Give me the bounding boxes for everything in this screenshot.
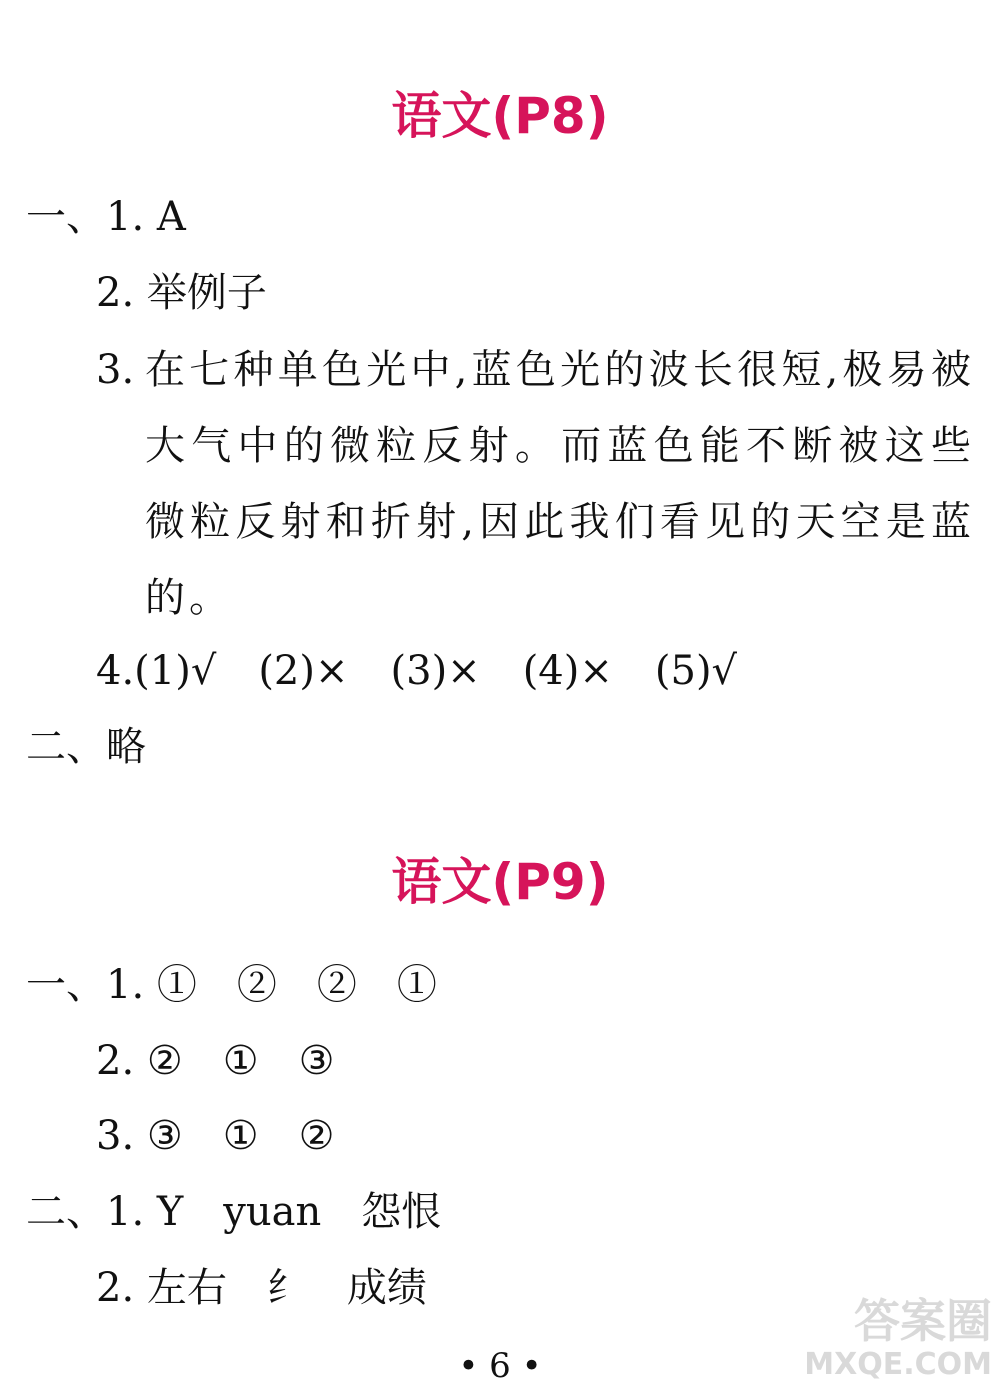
judgement-mark: (3)× — [390, 648, 481, 694]
answer-1-4 — [96, 646, 737, 696]
answer-1-4-number: 4. — [96, 648, 135, 694]
judgement-mark: (1)√ — [134, 648, 217, 694]
judgement-mark: (5)√ — [654, 648, 738, 694]
answer-1-2: 2. 举例子 — [96, 270, 267, 316]
answer-1-3-number: 3. — [96, 347, 135, 393]
watermark-url: MXQE.COM — [804, 1347, 992, 1382]
answer-p9-1-2: 2. ② ① ③ — [96, 1038, 335, 1084]
watermark-logo: 答案圈 — [854, 1294, 992, 1348]
answer-p9-1-1: 一、1. ① ② ② ① — [26, 962, 437, 1008]
answer-1-1: 一、1. A — [26, 194, 186, 240]
answer-p9-1-3: 3. ③ ① ② — [96, 1113, 335, 1159]
answer-p9-2-1: 二、1. Y yuan 怨恨 — [26, 1189, 442, 1235]
section-title-p9: 语文(P9) — [391, 853, 609, 911]
section-title-p8: 语文(P8) — [391, 87, 609, 145]
answer-1-3-text: 在七种单色光中,蓝色光的波长很短,极易被大气中的微粒反射。而蓝色能不断被这些微粒反射和折射,因此我们看见的天空是蓝的。 — [145, 347, 975, 621]
page-number: • 6 • — [458, 1346, 542, 1386]
answer-p9-2-2: 2. 左右 纟 成绩 — [96, 1265, 427, 1311]
judgement-mark: (4)× — [522, 648, 613, 694]
judgement-mark: (2)× — [258, 648, 349, 694]
answer-2: 二、略 — [26, 724, 146, 770]
